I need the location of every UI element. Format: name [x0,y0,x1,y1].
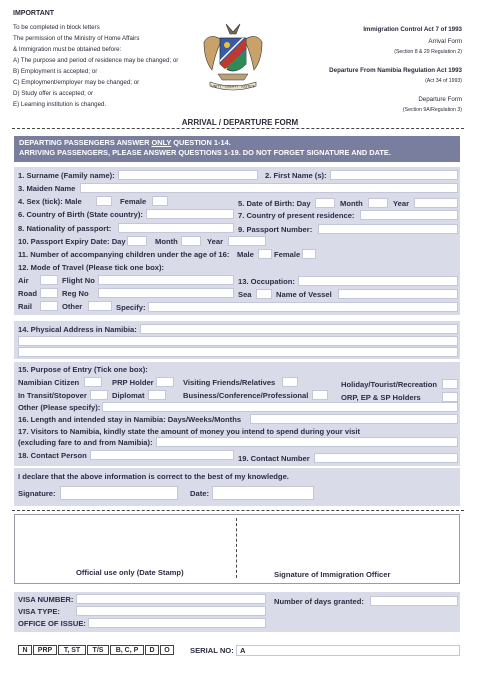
visa-type-field[interactable] [76,606,266,616]
visiting-label: Visiting Friends/Relatives [183,378,276,387]
declaration-text: I declare that the above information is correct to the best of my knowledge. [18,472,289,481]
passenger-instructions [14,136,460,162]
divider [12,510,464,511]
residence-country-field[interactable] [360,210,458,220]
amount-to-spend-field[interactable] [156,437,458,447]
namibian-citizen-checkbox[interactable] [84,377,102,387]
crest-motto: UNITY · LIBERTY · JUSTICE [211,84,255,89]
q16-label: 16. Length and intended stay in Namibia: Days/Weeks/Months [18,415,242,424]
q9-label: 9. Passport Number: [238,225,313,234]
holiday-label: Holiday/Tourist/Recreation [341,380,438,389]
visa-number-field[interactable] [76,594,266,604]
vessel-label: Name of Vessel [276,290,332,299]
q13-label: 13. Occupation: [238,277,295,286]
section-2: (Section 9A/Regulation 3) [402,107,462,113]
form-title: ARRIVAL / DEPARTURE FORM [181,118,299,127]
namibia-coat-of-arms-icon [196,20,270,108]
vessel-field[interactable] [338,289,458,299]
q17-label-a: 17. Visitors to Namibia, kindly state the amount of money you intend to spend during your visit [18,427,361,436]
instr-line2: ARRIVING PASSENGERS, PLEASE ANSWER QUESTIONS 1-19. DO NOT FORGET SIGNATURE AND DATE. [19,148,391,157]
departure-form-label: Departure Form [418,96,462,103]
sea-label: Sea [238,290,252,299]
transit-label: In Transit/Stopover [18,391,87,400]
dob-day-field[interactable] [315,198,335,208]
road-checkbox[interactable] [40,288,58,298]
section-1: (Section 8 & 29 Regulation 2) [394,49,462,55]
contact-number-field[interactable] [314,453,458,463]
flight-no-label: Flight No [62,276,95,285]
orp-checkbox[interactable] [442,392,458,402]
visa-type-label: VISA TYPE: [18,607,60,616]
reg-no-field[interactable] [98,288,234,298]
namibian-citizen-label: Namibian Citizen [18,378,80,387]
act-2: Departure From Namibia Regulation Act 1993 [329,67,462,74]
note-line: D) Study offer is accepted; or [13,90,94,97]
flight-no-field[interactable] [98,275,234,285]
transit-checkbox[interactable] [90,390,108,400]
children-male-field[interactable] [258,249,272,259]
dob-month-label: Month [340,199,363,208]
instructions-notes [13,22,203,110]
serial-number-field[interactable]: A [236,645,460,656]
expiry-day-field[interactable] [127,236,147,246]
note-line: C) Employment/employer may be changed; or [13,79,140,86]
dob-month-field[interactable] [368,198,388,208]
visa-number-label: VISA NUMBER: [18,595,74,604]
signature-field[interactable] [60,486,178,500]
instr-line1-b: QUESTION 1-14. [171,138,231,147]
note-line: B) Employment is accepted; or [13,68,98,75]
other-purpose-label: Other (Please specify): [18,403,101,412]
visiting-checkbox[interactable] [282,377,298,387]
act-2-sub: (Act 34 of 1993) [425,78,462,84]
q1-label: 1. Surname (Family name): [18,171,115,180]
office-field[interactable] [88,618,266,628]
note-line: To be completed in block letters [13,24,100,31]
divider [12,128,464,129]
note-line: The permission of the Ministry of Home Affairs [13,35,140,42]
prp-holder-label: PRP Holder [112,378,154,387]
q18-label: 18. Contact Person [18,451,87,460]
serial-label: SERIAL NO: [190,646,234,655]
sea-checkbox[interactable] [256,289,272,299]
code-box[interactable]: B, C, P [110,645,144,655]
orp-label: ORP, EP & SP Holders [341,393,421,402]
nationality-field[interactable] [118,223,234,233]
q12-label: 12. Mode of Travel (Please tick one box): [18,263,165,272]
q7-label: 7. Country of present residence: [238,211,355,220]
specify-field[interactable] [148,302,458,312]
other-purpose-field[interactable] [102,402,458,412]
note-line: & Immigration must be obtained before: [13,46,122,53]
female-label: Female [120,197,147,206]
expiry-month-field[interactable] [181,236,201,246]
q6-label: 6. Country of Birth (State country): [18,210,143,219]
children-male-label: Male [237,250,254,259]
length-of-stay-field[interactable] [250,414,458,424]
q8-label: 8. Nationality of passport: [18,224,112,233]
officer-signature-label: Signature of Immigration Officer [274,570,391,579]
country-of-birth-field[interactable] [146,209,234,219]
q4-label: 4. Sex (tick): Male [18,197,82,206]
q15-label: 15. Purpose of Entry (Tick one box): [18,365,148,374]
rail-checkbox[interactable] [40,301,58,311]
children-female-field[interactable] [302,249,316,259]
instr-line1-a: DEPARTING PASSENGERS ANSWER [19,138,152,147]
q14-label: 14. Physical Address in Namibia: [18,325,137,334]
first-name-field[interactable] [330,170,458,180]
business-checkbox[interactable] [312,390,328,400]
address-line-2[interactable] [18,336,458,346]
reg-no-label: Reg No [62,289,89,298]
expiry-year-label: Year [207,237,224,246]
other-travel-checkbox[interactable] [88,301,112,311]
other-travel-label: Other [62,302,83,311]
expiry-year-field[interactable] [228,236,266,246]
holiday-checkbox[interactable] [442,379,458,389]
note-line: A) The purpose and period of residence may be changed; or [13,57,179,64]
contact-person-field[interactable] [90,450,234,460]
business-label: Business/Conference/Professional [183,391,309,400]
expiry-month-label: Month [155,237,178,246]
sex-female-checkbox[interactable] [152,196,168,206]
address-line-1[interactable] [140,324,458,334]
code-box[interactable]: PRP [33,645,57,655]
code-box[interactable]: D [145,645,159,655]
children-female-label: Female [274,250,301,259]
days-granted-label: Number of days granted: [274,597,364,606]
q5-label: 5. Date of Birth: Day [238,199,311,208]
occupation-field[interactable] [298,276,458,286]
q11-label: 11. Number of accompanying children under the age of 16: [18,250,230,259]
act-1: Immigration Control Act 7 of 1993 [363,26,462,33]
air-checkbox[interactable] [40,275,58,285]
q19-label: 19. Contact Number [238,454,310,463]
prp-holder-checkbox[interactable] [156,377,174,387]
q2-label: 2. First Name (s): [265,171,327,180]
q3-label: 3. Maiden Name [18,184,76,193]
passport-number-field[interactable] [318,224,458,234]
note-line: E) Learning institution is changed. [13,101,107,108]
surname-field[interactable] [118,170,258,180]
arrival-form-label: Arrival Form [428,38,462,45]
instr-only: ONLY [151,138,172,147]
address-line-3[interactable] [18,347,458,357]
air-label: Air [18,276,29,285]
dob-year-label: Year [393,199,410,208]
road-label: Road [18,289,37,298]
code-box[interactable]: O [160,645,174,655]
days-granted-field[interactable] [370,596,458,606]
rail-label: Rail [18,302,32,311]
diplomat-label: Diplomat [112,391,145,400]
official-divider [236,518,237,578]
signature-label: Signature: [18,489,56,498]
date-stamp-label: Official use only (Date Stamp) [76,568,184,577]
specify-label: Specify: [116,303,146,312]
diplomat-checkbox[interactable] [148,390,166,400]
code-box[interactable]: T/S [87,645,109,655]
date-label: Date: [190,489,209,498]
code-box[interactable]: T, ST [58,645,86,655]
important-heading: IMPORTANT [13,10,55,17]
q10-label: 10. Passport Expiry Date: Day [18,237,126,246]
dob-year-field[interactable] [414,198,458,208]
legal-references [282,26,462,114]
office-label: OFFICE OF ISSUE: [18,619,86,628]
sex-male-checkbox[interactable] [96,196,112,206]
q17-label-b: (excluding fare to and from Namibia): [18,438,153,447]
maiden-name-field[interactable] [80,183,458,193]
code-box[interactable]: N [18,645,32,655]
date-field[interactable] [212,486,314,500]
